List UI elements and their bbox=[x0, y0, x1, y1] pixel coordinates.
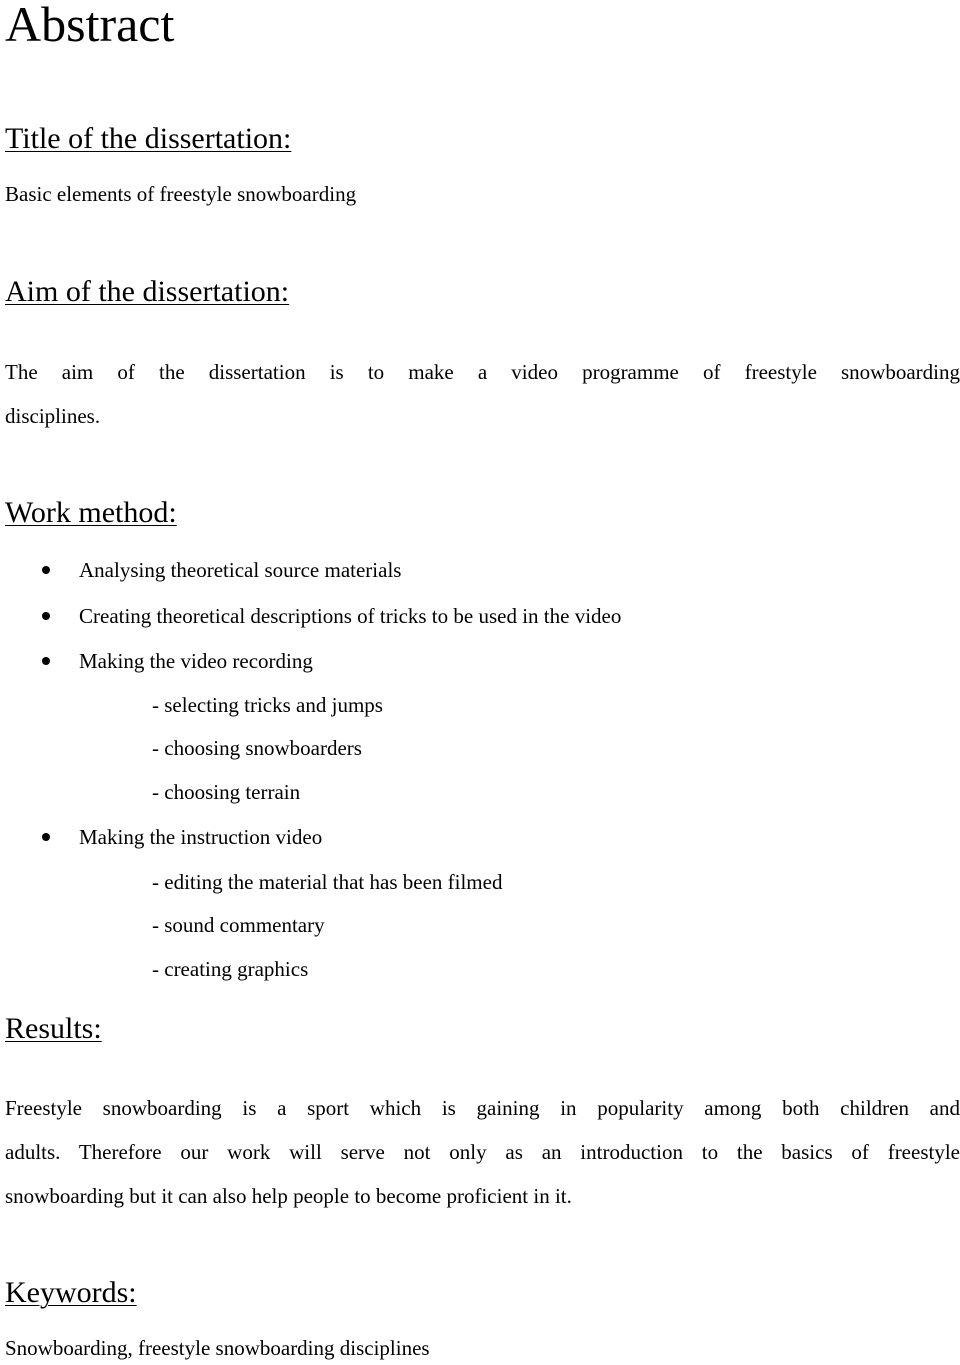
results-line: adults. Therefore our work will serve not only as an introduction to the basics of freestyle bbox=[5, 1140, 960, 1164]
sub-list-item: - sound commentary bbox=[152, 913, 325, 937]
title-of-dissertation-heading: Title of the dissertation: bbox=[5, 122, 292, 155]
aim-paragraph bbox=[5, 350, 960, 438]
sub-list-item: - choosing snowboarders bbox=[152, 736, 362, 760]
list-item-label: Making the video recording bbox=[79, 649, 313, 673]
bullet-icon bbox=[42, 566, 50, 574]
dissertation-title-text: Basic elements of freestyle snowboarding bbox=[5, 182, 357, 206]
aim-heading: Aim of the dissertation: bbox=[5, 275, 290, 308]
bullet-icon bbox=[42, 612, 50, 620]
results-heading: Results: bbox=[5, 1012, 102, 1045]
sub-list-item: - choosing terrain bbox=[152, 780, 301, 804]
list-item-label: Analysing theoretical source materials bbox=[79, 558, 402, 582]
list-item-label: Creating theoretical descriptions of tricks to be used in the video bbox=[79, 604, 622, 628]
results-paragraph bbox=[5, 1086, 960, 1218]
keywords-text: Snowboarding, freestyle snowboarding disciplines bbox=[5, 1336, 430, 1360]
results-line: snowboarding but it can also help people to become proficient in it. bbox=[5, 1184, 572, 1208]
results-line: Freestyle snowboarding is a sport which is gaining in popularity among both children and bbox=[5, 1096, 960, 1120]
sub-list-item: - editing the material that has been filmed bbox=[152, 870, 503, 894]
bullet-icon bbox=[42, 833, 50, 841]
page-title: Abstract bbox=[5, 0, 175, 52]
list-item-label: Making the instruction video bbox=[79, 825, 323, 849]
aim-line: The aim of the dissertation is to make a video programme of freestyle snowboarding bbox=[5, 360, 960, 384]
bullet-icon bbox=[42, 657, 50, 665]
keywords-heading: Keywords: bbox=[5, 1276, 137, 1309]
aim-line: disciplines. bbox=[5, 404, 101, 428]
sub-list-item: - selecting tricks and jumps bbox=[152, 693, 383, 717]
sub-list-item: - creating graphics bbox=[152, 957, 309, 981]
work-method-heading: Work method: bbox=[5, 496, 177, 529]
